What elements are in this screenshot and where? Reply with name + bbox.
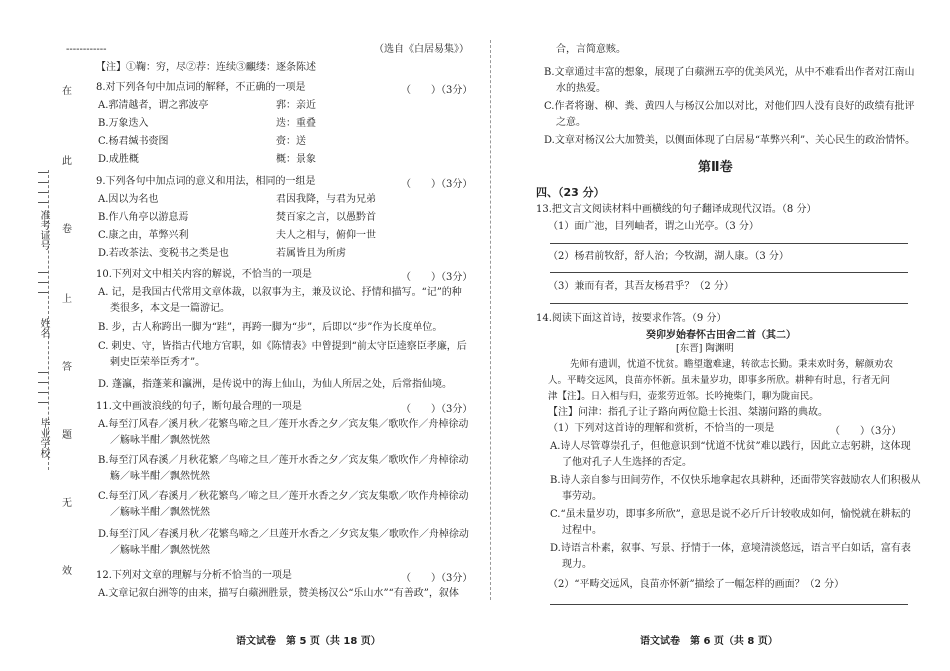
q11-option-b[interactable]: B.每至汀风春溪／月秋花繁／鸟啼之旦／莲开水香之夕／宾友集／歌吹作／舟棹徐动 bbox=[98, 455, 469, 466]
name-label: 姓名 bbox=[38, 318, 49, 338]
q11-option-c-cont: ／觞咏半酣／飘然恍然 bbox=[110, 507, 210, 518]
q12-score: （ ）（3分） bbox=[401, 573, 473, 584]
q12-option-b-cont: 水的热爱。 bbox=[556, 83, 606, 94]
poem-note: 【注】问津：指孔子让子路向两位隐士长沮、桀溺问路的典故。 bbox=[548, 407, 828, 418]
q10-option-b[interactable]: B. 步，古人称跨出一脚为“跬”，再跨一脚为“步”，后即以“步”作为长度单位。 bbox=[98, 322, 443, 333]
q9-option-d[interactable]: D.若改茶法、变税书之类是也 bbox=[98, 248, 229, 259]
q13-answer-line[interactable] bbox=[550, 303, 908, 304]
q8-option-c-gloss: 赍：送 bbox=[276, 136, 306, 147]
page-footer-right: 语文试卷 第 6 页（共 8 页） bbox=[640, 636, 778, 647]
q14-option-b-cont: 事劳动。 bbox=[562, 491, 602, 502]
q14-sub2-stem: （2）“平畴交远风，良苗亦怀新”描绘了一幅怎样的画面？（2 分） bbox=[548, 579, 845, 590]
volume-title: 第Ⅱ卷 bbox=[698, 160, 733, 175]
exam-id-label: 准考证号 bbox=[38, 210, 49, 250]
q8-option-a[interactable]: A.郛清越者，谓之郛波亭 bbox=[98, 100, 209, 111]
q11-option-c[interactable]: C.每至汀风／春溪月／秋花繁鸟／啼之旦／莲开水香之夕／宾友集歌／吹作舟棹徐动 bbox=[98, 491, 469, 502]
seal-mark: 卷 bbox=[62, 224, 72, 235]
q14-option-a-cont: 了他对孔子人生选择的否定。 bbox=[562, 457, 692, 468]
q14-answer-line[interactable] bbox=[550, 604, 908, 605]
q14-option-d[interactable]: D.诗语言朴素，叙事、写景、抒情于一体，意境清淡悠远，语言平白如话，富有表 bbox=[550, 543, 911, 554]
q9-option-a-compare: 君因我降，与君为兄弟 bbox=[276, 194, 376, 205]
seal-mark: 在 bbox=[62, 86, 72, 97]
poem-line: 人。平畴交远风，良苗亦怀新。虽未量岁功，即事多所欣。耕种有时息，行者无问 bbox=[548, 375, 891, 386]
q13-item-3: （3）兼而有者，其吾友杨君乎？（2 分） bbox=[548, 281, 734, 292]
source-rule: ------------ bbox=[66, 44, 107, 55]
page-footer-left: 语文试卷 第 5 页（共 18 页） bbox=[236, 636, 381, 647]
q14-sub1-score: （ ）（3分） bbox=[830, 426, 902, 437]
seal-mark: 无 bbox=[62, 498, 72, 509]
q10-score: （ ）（3分） bbox=[401, 272, 473, 283]
q13-item-2: （2）杨君前牧舒，舒人治；今牧湖，湖人康。（3 分） bbox=[548, 251, 789, 262]
q12-option-a[interactable]: A.文章记叙白洲等的由来，描写白蘋洲胜景，赞美杨汉公“乐山水”“有善政”，叙体 bbox=[98, 588, 459, 599]
q11-option-b-cont: 觞／咏半酣／飘然恍然 bbox=[110, 471, 210, 482]
q9-option-b[interactable]: B.作八角亭以游息焉 bbox=[98, 212, 189, 223]
q10-option-d[interactable]: D. 蓬瀛，指蓬莱和瀛洲，是传说中的海上仙山，为仙人所居之处，后常指仙境。 bbox=[98, 379, 453, 390]
q8-option-a-gloss: 郛：亲近 bbox=[276, 100, 316, 111]
q14-option-a[interactable]: A.诗人尽管尊崇孔子，但他意识到“忧道不忧贫”难以践行，因此立志躬耕，这体现 bbox=[550, 441, 911, 452]
q9-score: （ ）（3分） bbox=[401, 179, 473, 190]
q14-stem: 14.阅读下面这首诗，按要求作答。（9 分） bbox=[536, 313, 727, 324]
q12-option-c[interactable]: C.作者将谢、柳、粪、黄四人与杨汉公加以对比，对他们四人没有良好的政绩有批评 bbox=[544, 101, 915, 112]
q10-stem: 10.下列对文中相关内容的解说，不恰当的一项是 bbox=[96, 269, 312, 280]
q9-stem: 9.下列各句中加点词的意义和用法，相同的一组是 bbox=[96, 176, 316, 187]
q14-option-b[interactable]: B.诗人亲自参与田间劳作，不仅快乐地拿起农具耕种，还面带笑容鼓励农人们积极从 bbox=[550, 475, 921, 486]
seal-mark: 答 bbox=[62, 362, 72, 373]
page-6 bbox=[528, 0, 921, 671]
poem-title: 癸卯岁始春怀古田舍二首（其二） bbox=[646, 330, 796, 341]
q13-item-1: （1）面广池，目列岫者，谓之山光亭。（3 分） bbox=[548, 221, 759, 232]
seal-mark: 题 bbox=[62, 430, 72, 441]
q9-option-a[interactable]: A.因以为名也 bbox=[98, 194, 159, 205]
binding-sidebar bbox=[0, 0, 90, 671]
q10-option-a-cont: 类很多，本文是一篇游记。 bbox=[110, 303, 230, 314]
school-label: 毕业学校 bbox=[38, 418, 49, 458]
poem-author: [东晋] 陶渊明 bbox=[676, 343, 734, 354]
poem-line: 先师有遗训，忧道不忧贫。瞻望邈难逮，转欲志长勤。秉耒欢时务，解颜劝农 bbox=[570, 359, 894, 370]
q14-option-d-cont: 现力。 bbox=[562, 559, 592, 570]
q8-option-d-gloss: 概：景象 bbox=[276, 154, 316, 165]
page-divider bbox=[490, 40, 491, 600]
q13-answer-line[interactable] bbox=[550, 272, 908, 273]
page-5 bbox=[66, 0, 473, 671]
poem-line: 津【注】。日入相与归，壶浆劳近邻。长吟掩柴门，聊为陇亩民。 bbox=[548, 391, 819, 402]
q12-option-c-cont: 之意。 bbox=[556, 117, 586, 128]
seal-mark: 效 bbox=[62, 566, 72, 577]
q8-option-b[interactable]: B.万象迭入 bbox=[98, 118, 149, 129]
q8-option-d[interactable]: D.成胜概 bbox=[98, 154, 139, 165]
q12-option-d[interactable]: D.文章对杨汉公大加赞美，以侧面体现了白居易“革弊兴利”、关心民生的政治情怀。 bbox=[544, 135, 916, 146]
q9-option-c[interactable]: C.康之由，革弊兴利 bbox=[98, 230, 189, 241]
q13-answer-line[interactable] bbox=[550, 243, 908, 244]
q10-option-c-cont: 剌史臣荣举臣秀才”。 bbox=[110, 357, 206, 368]
q9-option-b-compare: 焚百家之言，以愚黔首 bbox=[276, 212, 376, 223]
q8-stem: 8.对下列各句中加点词的解释，不正确的一项是 bbox=[96, 82, 306, 93]
q13-stem: 13.把文言文阅读材料中画横线的句子翻译成现代汉语。（8 分） bbox=[536, 204, 817, 215]
note: 【注】①鞠：穷，尽②荐：连续③覼缕：逐条陈述 bbox=[96, 62, 316, 73]
q8-option-c[interactable]: C.杨君缄书赍图 bbox=[98, 136, 169, 147]
seal-mark: 此 bbox=[62, 156, 72, 167]
q14-option-c[interactable]: C.“虽未量岁功，即事多所欣”，意思是说不必斤斤计较收成如何，愉悦就在耕耘的 bbox=[550, 509, 911, 520]
q11-stem: 11.文中画波浪线的句子，断句最合理的一项是 bbox=[96, 401, 302, 412]
q11-option-a-cont: ／觞咏半酣／飘然恍然 bbox=[110, 435, 210, 446]
q10-option-c[interactable]: C. 剌史、守，皆指古代地方官职，如《陈情表》中曾提到“前太守臣逵察臣孝廉，后 bbox=[98, 341, 467, 352]
q9-option-c-compare: 夫人之相与，俯仰一世 bbox=[276, 230, 376, 241]
q12-a-cont: 合，言简意赅。 bbox=[556, 44, 626, 55]
q12-option-b[interactable]: B.文章通过丰富的想象，展现了白蘋洲五亭的优美风光，从中不难看出作者对江南山 bbox=[544, 67, 915, 78]
q14-option-c-cont: 过程中。 bbox=[562, 525, 602, 536]
q11-score: （ ）（3分） bbox=[401, 404, 473, 415]
q11-option-d[interactable]: D.每至汀风／春溪月秋／花繁鸟啼之／旦莲开水香之／夕宾友集／歌吹作／舟棹徐动 bbox=[98, 529, 469, 540]
q12-stem: 12.下列对文章的理解与分析不恰当的一项是 bbox=[96, 570, 292, 581]
section-heading: 四、（23 分） bbox=[536, 186, 605, 199]
q8-option-b-gloss: 迭：重叠 bbox=[276, 118, 316, 129]
q11-option-a[interactable]: A.每至汀风春／溪月秋／花繁鸟啼之旦／莲开水香之夕／宾友集／歌吹作／舟棹徐动 bbox=[98, 419, 469, 430]
q9-option-d-compare: 若属皆且为所虏 bbox=[276, 248, 346, 259]
q8-score: （ ）（3分） bbox=[401, 85, 473, 96]
q14-sub1-stem: （1）下列对这首诗的理解和赏析，不恰当的一项是 bbox=[548, 423, 775, 434]
seal-mark: 上 bbox=[62, 294, 72, 305]
q10-option-a[interactable]: A. 记，是我国古代常用文章体裁，以叙事为主，兼及议论、抒情和描写。“记”的种 bbox=[98, 287, 462, 298]
q11-option-d-cont: ／觞咏半酣／飘然恍然 bbox=[110, 545, 210, 556]
source-citation: （选自《白居易集》） bbox=[374, 44, 469, 55]
